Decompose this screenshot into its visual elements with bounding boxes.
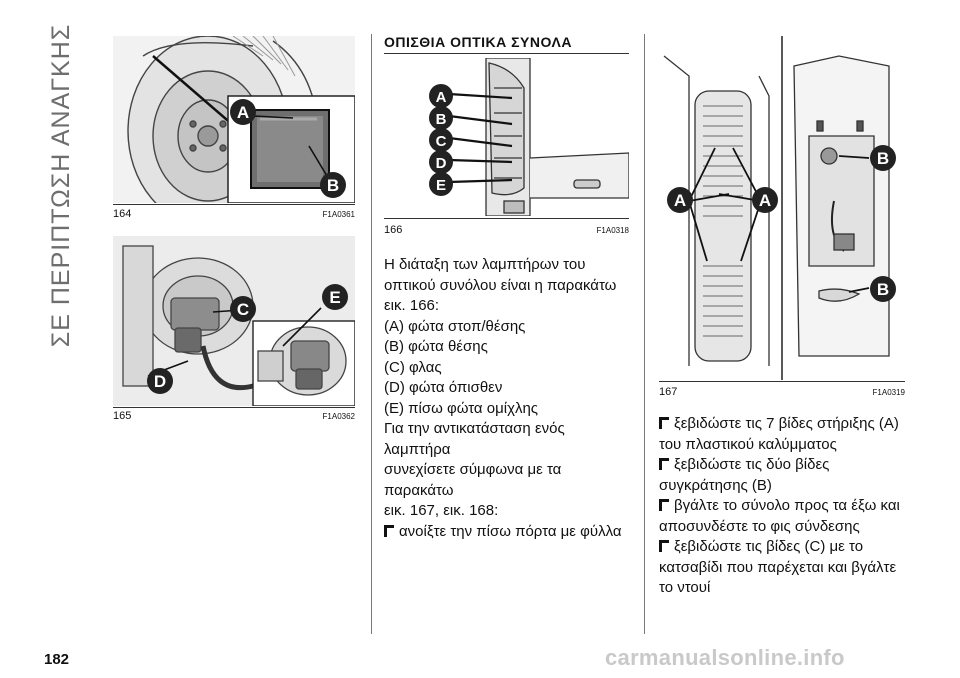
figure-166-number: 166 (384, 224, 403, 236)
replace-line: συνεχίσετε σύμφωνα με τα παρακάτω (384, 461, 562, 499)
figure-166-image (384, 58, 629, 216)
figure-165-callout-c (228, 294, 258, 324)
figure-166-label-c: C (435, 133, 447, 150)
side-section-title (40, 23, 84, 347)
lamp-item-b: (B) φώτα θέσης (384, 338, 488, 355)
figure-164-code: F1A0361 (322, 210, 355, 219)
figure-167-label-b-top: B (876, 149, 890, 168)
figure-167-label-b-bottom: B (876, 280, 890, 299)
figure-166-rule (384, 218, 629, 219)
step-item (659, 496, 919, 517)
figure-167-rule (659, 381, 905, 382)
figure-166-label-a: A (435, 89, 447, 106)
figure-165-label-e: E (329, 288, 341, 307)
figure-167-callout-a-right (750, 185, 780, 215)
lamp-item-c: (C) φλας (384, 358, 442, 376)
figure-164-rule (113, 204, 355, 205)
intro-line: Η διάταξη των λαμπτήρων του (384, 256, 586, 273)
lamp-item-e: (E) πίσω φώτα ομίχλης (384, 399, 539, 417)
figure-167-code: F1A0319 (872, 388, 905, 397)
step-text-continued: του πλαστικού καλύμματος (659, 435, 837, 453)
lamp-item-d: (D) φώτα όπισθεν (384, 379, 503, 396)
figure-164-label-a: A (236, 103, 250, 122)
step-text: ανοίξτε την πίσω πόρτα με φύλλα (399, 522, 622, 540)
lamp-item-a: (A) φώτα στοπ/θέσης (384, 317, 526, 335)
lamp-layout-text (384, 255, 634, 542)
step-text: ξεβιδώστε τις βίδες (C) με το (674, 538, 864, 555)
step-bullet-icon (659, 540, 670, 552)
step-text-continued: αποσυνδέστε το φις σύνδεσης (659, 517, 860, 535)
step-text: ξεβιδώστε τις δύο βίδες (674, 456, 830, 473)
column-separator-2 (644, 34, 645, 634)
figure-164-label-b: B (326, 176, 340, 195)
step-item (659, 537, 919, 558)
figure-164-callout-b (318, 170, 348, 200)
figure-167-callout-b-bottom (868, 274, 898, 304)
figure-166-label-b: B (435, 111, 447, 128)
step-text-continued: το ντουί (659, 579, 711, 596)
figure-164-number: 164 (113, 208, 132, 220)
watermark: carmanualsonline.info (605, 645, 845, 670)
figure-166-label-e: E (435, 177, 447, 194)
step-text-continued: κατσαβίδι που παρέχεται και βγάλτε (659, 558, 897, 576)
step-bullet-icon (659, 458, 670, 470)
section-title: ΟΠΙΣΘΙΑ ΟΠΤΙΚΑ ΣΥΝΟΛΑ (384, 34, 572, 50)
step-bullet-icon (659, 499, 670, 511)
figure-167-label-a-left: A (673, 191, 687, 210)
step-item (659, 414, 919, 435)
replace-line: εικ. 167, εικ. 168: (384, 502, 499, 519)
step-item (659, 455, 919, 476)
step-bullet-icon (659, 417, 670, 429)
step-text: ξεβιδώστε τις 7 βίδες στήριξης (A) (674, 415, 899, 432)
step-text-continued: συγκράτησης (B) (659, 476, 772, 494)
figure-165-code: F1A0362 (322, 412, 355, 421)
figure-165-number: 165 (113, 410, 132, 422)
figure-165-callout-e (320, 282, 350, 312)
replace-line: Για την αντικατάσταση ενός λαμπτήρα (384, 420, 565, 458)
page-number: 182 (44, 651, 70, 668)
figure-166-callout-e (428, 171, 454, 197)
column-separator-1 (371, 34, 372, 634)
side-section-title-text: ΣΕ ΠΕΡΙΠΤΩΣΗ ΑΝΑΓΚΗΣ (47, 23, 76, 347)
figure-165-label-d: D (153, 372, 167, 391)
figure-165-rule (113, 407, 355, 408)
figure-164-callout-a (228, 97, 258, 127)
intro-line: εικ. 166: (384, 297, 440, 314)
figure-165-callout-d (145, 366, 175, 396)
figure-167-image (659, 36, 905, 380)
figure-166-code: F1A0318 (596, 226, 629, 235)
figure-167-label-a-right: A (758, 191, 772, 210)
removal-steps-text (659, 414, 919, 599)
figure-167-callout-a-left (665, 185, 695, 215)
figure-165-label-c: C (236, 300, 250, 319)
figure-167-number: 167 (659, 386, 678, 398)
intro-line: οπτικού συνόλου είναι η παρακάτω (384, 276, 617, 294)
step-bullet-icon (384, 525, 395, 537)
step-text: βγάλτε το σύνολο προς τα έξω και (674, 497, 900, 514)
figure-166-label-d: D (435, 155, 447, 172)
section-title-rule (384, 53, 629, 54)
step-item (384, 522, 634, 543)
figure-167-callout-b-top (868, 143, 898, 173)
